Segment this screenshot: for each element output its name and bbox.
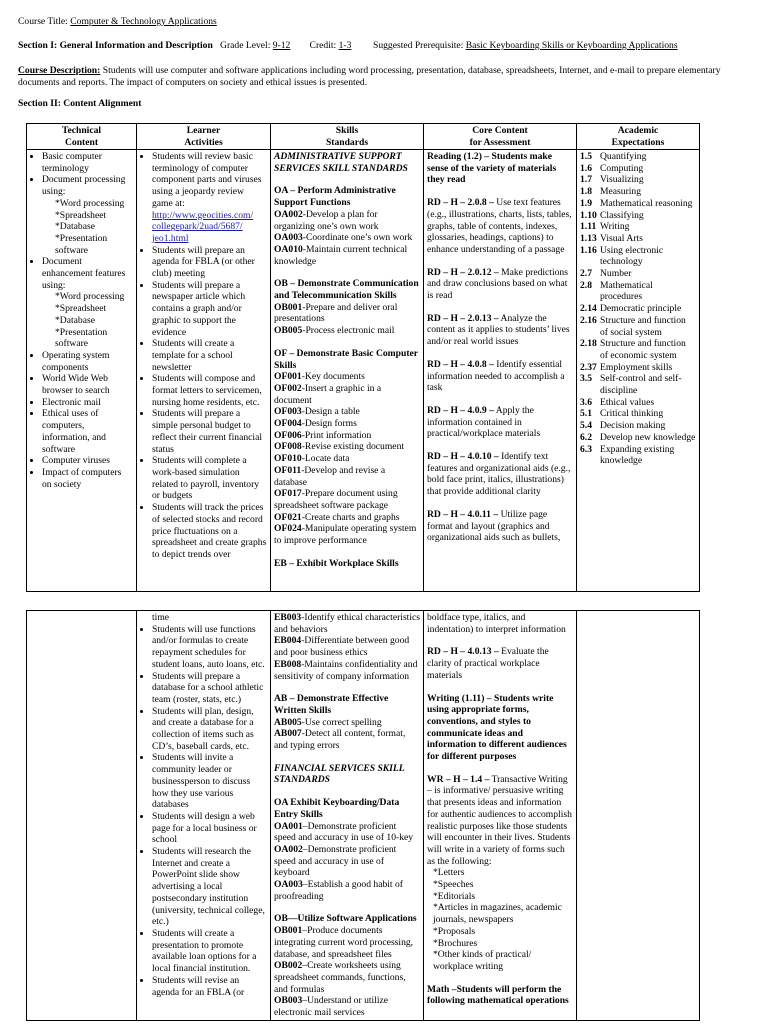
core-code: RD – H – 2.0.13 – [427, 312, 499, 324]
prereq-label: Suggested Prerequisite: [373, 40, 464, 51]
list-item: • World Wide Web browser to search [42, 373, 133, 396]
course-description-label: Course Description: [18, 65, 101, 76]
skill-text: -Develop and revise a database [274, 464, 386, 488]
skill-code: OA003 [274, 879, 303, 891]
list-item: • Students will compose and format letters to servicemen, nursing home residents, etc. [152, 373, 267, 408]
skill-group-heading: EB – Exhibit Workplace Skills [274, 557, 399, 569]
writing-form-item: *Speeches [433, 879, 474, 891]
credit-label: Credit: [309, 40, 337, 51]
list-item: • Basic computer terminology [42, 151, 133, 174]
writing-form-item: *Editorials [433, 890, 476, 902]
core-content-cell [424, 150, 577, 592]
skill-group-heading: OA – Perform Administrative Support Functions [274, 185, 396, 209]
list-item: • Students will plan, design, and create a database for a collection of items such as CD’s, baseball cards, etc. [152, 706, 267, 753]
core-heading: Math –Students will perform the following mathematical operations [427, 983, 569, 1007]
list-item: • Students will prepare a newspaper article which contains a graph and/or graphic to support the evidence [152, 280, 267, 339]
content-alignment-table [26, 123, 700, 592]
skill-text: -Key documents [301, 371, 365, 383]
link-line: collegepark/2uad/5687/ [152, 221, 243, 233]
expectation-text: Decision making [600, 420, 666, 432]
writing-form-item: *Brochures [433, 937, 478, 949]
col-header-line: Learner [186, 125, 221, 136]
expectation-number: 1.6 [580, 162, 592, 174]
core-item [427, 646, 573, 681]
expectation-text: Using electronic technology [600, 244, 664, 268]
academic-expectation-item [580, 174, 696, 186]
continued-text: boldface type, italics, and indentation) to interpret information [427, 612, 566, 635]
col-header-line: Standards [325, 136, 369, 148]
expectation-text: Self-control and self-discipline [600, 373, 682, 397]
expectation-text: Structure and function of social system [600, 314, 686, 338]
academic-expectation-item [580, 245, 696, 268]
list-item: • Ethical uses of computers, information, and software [42, 408, 133, 455]
skill-code: OF002 [274, 382, 302, 394]
expectation-number: 1.9 [580, 197, 592, 209]
core-item [427, 774, 573, 868]
writing-form-item: *Proposals [433, 925, 476, 937]
core-text: Use text features (e.g., illustrations, charts, lists, tables, graphs, table of contents, indexes, glossaries, headings, captions) to enhance understanding of a passage [427, 197, 572, 255]
expectation-number: 2.7 [580, 268, 592, 280]
core-item [427, 405, 573, 440]
col-header-line: Technical [61, 125, 102, 136]
skill-item [274, 383, 420, 406]
skill-code: OA010 [274, 243, 303, 255]
skill-text: –Produce documents integrating current word processing, database, and spreadsheet files [274, 925, 414, 960]
jeopardy-link[interactable] [152, 210, 253, 244]
academic-expectation-item [580, 151, 696, 163]
skill-item [274, 244, 420, 267]
col-header-line: Expectations [611, 136, 665, 148]
academic-expectation-item [580, 315, 696, 338]
expectation-text: Employment skills [600, 361, 673, 373]
skill-item [274, 925, 420, 960]
core-content-cell [424, 611, 577, 1021]
academic-expectations-list [580, 151, 696, 467]
skill-text: -Coordinate one’s own work [302, 232, 413, 244]
core-code: RD – H – 4.0.11 – [427, 508, 499, 520]
skill-item [274, 659, 420, 682]
core-item [427, 509, 573, 544]
skill-code: OA001 [274, 820, 303, 832]
core-heading: Reading (1.2) – Students make sense of the variety of materials they read [427, 151, 557, 186]
skill-code: OB003 [274, 995, 303, 1007]
expectation-number: 1.11 [580, 221, 597, 233]
skill-item [274, 635, 420, 658]
course-description-text: Students will use computer and software applications including word processing, presentation, database, spreadsheets, Internet, and e-mail to prepare elementary documents and reports. The impact of computers on society and ethical issues is presented. [18, 65, 721, 88]
expectation-text: Structure and function of economic system [600, 338, 686, 361]
writing-form-item: *Other kinds of practical/ workplace writing [433, 949, 532, 972]
col-header-technical-content [27, 124, 137, 150]
table-body-row [27, 150, 700, 592]
skill-code: OB001 [274, 925, 303, 937]
col-header-line: Content [64, 136, 99, 148]
list-item: • Students will prepare a simple personal budget to reflect their current financial status [152, 408, 267, 455]
expectation-number: 1.7 [580, 174, 592, 186]
academic-expectation-item [580, 163, 696, 175]
expectation-text: Classifying [600, 209, 644, 221]
table-body-row [27, 611, 700, 1021]
skill-text: -Revise existing document [301, 441, 405, 453]
list-item: • Students will revise an agenda for an FBLA (or [152, 975, 267, 998]
list-item: • Students will prepare a database for a school athletic team (roster, stats, etc.) [152, 671, 267, 706]
skill-item [274, 879, 420, 902]
academic-expectation-item [580, 233, 696, 245]
skill-item [274, 209, 420, 232]
skill-code: EB004 [274, 635, 302, 647]
skill-code: OB002 [274, 960, 303, 972]
core-text: Analyze the content as it applies to students’ lives and/or real world issues [427, 312, 570, 348]
skill-text: -Design a table [301, 406, 360, 418]
expectation-number: 1.13 [580, 232, 597, 244]
expectation-text: Visual Arts [600, 232, 643, 244]
core-heading: Writing (1.11) – Students write using appropriate forms, conventions, and styles to communicate ideas and information to different audiences for different purposes [427, 692, 567, 763]
continued-text: time [152, 612, 170, 623]
skill-item [274, 232, 420, 244]
skill-item [274, 488, 420, 511]
col-header-academic-expectations [577, 124, 700, 150]
standards-heading: ADMINISTRATIVE SUPPORT SERVICES SKILL STANDARDS [274, 151, 408, 174]
expectation-text: Expanding existing knowledge [600, 443, 675, 467]
skill-text: -Prepare document using spreadsheet software package [274, 488, 398, 511]
link-line: jeo1.html [152, 232, 189, 244]
skill-text: -Use correct spelling [301, 716, 382, 728]
expectation-text: Visualizing [600, 174, 644, 186]
sub-item: *Spreadsheet [55, 303, 107, 315]
expectation-number: 2.18 [580, 338, 597, 350]
core-item [427, 359, 573, 394]
academic-expectations-cell [577, 611, 700, 1021]
skill-text: -Prepare and deliver oral presentations [274, 301, 398, 325]
list-item [42, 256, 133, 350]
academic-expectation-item [580, 338, 696, 361]
core-text: Identify text features and organizational aids (e.g., bold face print, italics, illustrations) that provide additional clarity [427, 451, 571, 498]
skill-item [274, 325, 420, 337]
list-item-text: Students will review basic terminology of computer component parts and viruses using a jeopardy review game at: [152, 151, 262, 209]
core-item [427, 197, 573, 256]
expectation-number: 2.16 [580, 314, 597, 326]
skills-standards-cell [271, 611, 424, 1021]
skill-code: OA002 [274, 843, 303, 855]
academic-expectation-item [580, 221, 696, 233]
skill-code: AB007 [274, 728, 302, 740]
skill-item [274, 302, 420, 325]
expectation-text: Mathematical procedures [600, 279, 653, 303]
list-item: • Students will complete a work-based simulation related to payroll, inventory or budgets [152, 455, 267, 502]
skill-text: -Create charts and graphs [301, 511, 400, 523]
section-1-heading: Section I: General Information and Description [18, 40, 213, 51]
academic-expectation-item [580, 198, 696, 210]
technical-content-cell [27, 150, 137, 592]
academic-expectation-item [580, 268, 696, 280]
skill-item [274, 523, 420, 546]
prereq-value: Basic Keyboarding Skills or Keyboarding Applications [465, 40, 678, 51]
core-item [427, 267, 573, 302]
expectation-text: Number [600, 268, 632, 280]
expectation-number: 2.14 [580, 303, 597, 315]
skill-item [274, 465, 420, 488]
table-header-row [27, 124, 700, 150]
core-code: RD – H – 4.0.9 – [427, 404, 494, 416]
skill-code: OB005 [274, 325, 303, 337]
skill-code: OF024 [274, 523, 302, 535]
link-line: http://www.geocities.com/ [152, 209, 254, 221]
skill-group-heading: OB – Demonstrate Communication and Telecommunication Skills [274, 278, 419, 302]
skill-item [274, 844, 420, 879]
expectation-number: 1.10 [580, 209, 597, 221]
expectation-text: Critical thinking [600, 408, 664, 420]
academic-expectation-item [580, 280, 696, 303]
skill-item [274, 960, 420, 995]
sub-item: *Word processing [55, 197, 125, 209]
skill-code: OF001 [274, 371, 302, 383]
learner-activities-list [140, 624, 267, 999]
expectation-text: Computing [600, 162, 644, 174]
academic-expectations-cell [577, 150, 700, 592]
skill-item [274, 430, 420, 442]
skill-group-heading: OF – Demonstrate Basic Computer Skills [274, 347, 418, 371]
list-item: • Students will research the Internet and create a PowerPoint slide show advertising a local postsecondary institution (university, technical college, etc.) [152, 846, 267, 928]
learner-activities-list [140, 151, 267, 561]
content-alignment-table-continued [26, 610, 700, 1021]
sub-item: *Presentation software [55, 326, 108, 350]
expectation-number: 2.37 [580, 361, 597, 373]
core-code: RD – H – 2.0.8 – [427, 197, 494, 209]
skill-text: -Locate data [301, 453, 350, 465]
core-code: RD – H – 2.0.12 – [427, 266, 499, 278]
col-header-line: Activities [184, 136, 223, 148]
learner-activities-cell [137, 150, 271, 592]
skill-code: OF006 [274, 429, 302, 441]
skill-code: OA003 [274, 232, 303, 244]
list-item: • Impact of computers on society [42, 467, 133, 490]
course-title-line [18, 16, 748, 28]
standards-heading: FINANCIAL SERVICES SKILL STANDARDS [274, 762, 405, 786]
expectation-number: 3.6 [580, 396, 592, 408]
list-item [152, 151, 267, 245]
skill-text: -Develop a plan for organizing one’s own work [274, 208, 379, 232]
expectation-number: 1.16 [580, 244, 597, 256]
core-text: Evaluate the clarity of practical workplace materials [427, 646, 549, 681]
col-header-learner-activities [137, 124, 271, 150]
list-item: • Operating system components [42, 350, 133, 373]
core-text: Apply the information contained in practical/workplace materials [427, 404, 541, 440]
skill-group-heading: AB – Demonstrate Effective Written Skills [274, 693, 389, 716]
skill-text: –Demonstrate proficient speed and accuracy in use of keyboard [274, 843, 397, 879]
skill-code: OF021 [274, 511, 302, 523]
col-header-line: Academic [617, 125, 659, 136]
skill-text: -Identify ethical characteristics and behaviors [274, 612, 420, 635]
academic-expectation-item [580, 186, 696, 198]
core-text: Make predictions and draw conclusions based on what is read [427, 266, 568, 302]
skill-text: -Manipulate operating system to improve performance [274, 523, 417, 547]
core-text: Transactive Writing – is informative/ persuasive writing that presents ideas and information for authentic audiences to accomplish realistic purposes like those students will encounter in their lives. Students will write in a variety of forms such as the following: [427, 773, 572, 867]
course-description [18, 65, 748, 88]
expectation-text: Develop new knowledge [600, 431, 696, 443]
col-header-line: Core Content [472, 125, 528, 136]
list-item-text: Document enhancement features using: [42, 256, 126, 291]
learner-activities-cell [137, 611, 271, 1021]
skills-standards-cell [271, 150, 424, 592]
skill-item [274, 406, 420, 418]
core-item [427, 313, 573, 348]
credit-value: 1-3 [338, 40, 352, 51]
skill-item [274, 418, 420, 430]
academic-expectation-item [580, 444, 696, 467]
skill-item [274, 512, 420, 524]
course-title: Computer & Technology Applications [70, 16, 217, 27]
skill-code: EB003 [274, 612, 302, 623]
expectation-number: 2.8 [580, 279, 592, 291]
core-item [427, 451, 573, 498]
list-item: • Electronic mail [42, 397, 133, 409]
expectation-text: Mathematical reasoning [600, 197, 693, 209]
core-text: Utilize page format and layout (graphics and organizational aids such as bullets, [427, 508, 561, 544]
core-code: RD – H – 4.0.8 – [427, 358, 494, 370]
col-header-core-content [424, 124, 577, 150]
writing-form-item: *Letters [433, 867, 465, 879]
skill-text: –Demonstrate proficient speed and accuracy in use of 10-key [274, 820, 414, 844]
skill-code: OF004 [274, 418, 302, 430]
expectation-number: 5.1 [580, 408, 592, 420]
skill-item [274, 453, 420, 465]
academic-expectation-item [580, 373, 696, 396]
skill-text: –Create worksheets using spreadsheet commands, functions, and formulas [274, 960, 406, 995]
core-text: Identify essential information needed to accomplish a task [427, 358, 565, 394]
academic-expectation-item [580, 408, 696, 420]
academic-expectation-item [580, 303, 696, 315]
core-code: RD – H – 4.0.10 – [427, 451, 499, 463]
list-item: • Students will track the prices of selected stocks and record price fluctuations on a spreadsheet and create graphs to depict trends over [152, 502, 267, 561]
academic-expectation-item [580, 432, 696, 444]
technical-content-list [30, 151, 133, 490]
list-item [42, 174, 133, 256]
expectation-text: Writing [600, 221, 630, 233]
list-item: • Computer viruses [42, 455, 133, 467]
list-item: • Students will design a web page for a local business or school [152, 811, 267, 846]
list-item-text: Document processing using: [42, 174, 126, 198]
skill-code: EB008 [274, 658, 302, 670]
core-code: WR – H – 1.4 – [427, 773, 490, 785]
skill-text: -Differentiate between good and poor business ethics [274, 635, 410, 659]
sub-item: *Database [55, 221, 95, 233]
skill-code: OF003 [274, 406, 302, 418]
technical-content-cell [27, 611, 137, 1021]
skill-item [274, 728, 420, 751]
expectation-number: 1.8 [580, 186, 592, 198]
skill-code: OF010 [274, 453, 302, 465]
skill-item [274, 821, 420, 844]
skill-text: -Maintains confidentiality and sensitivity of company information [274, 658, 418, 682]
skill-code: OA002 [274, 208, 303, 220]
writing-form-item: *Articles in magazines, academic journals, newspapers [433, 902, 562, 926]
list-item: • Students will create a template for a school newsletter [152, 338, 267, 373]
sub-item: *Database [55, 314, 95, 326]
skill-item [274, 441, 420, 453]
skill-item [274, 717, 420, 729]
grade-label: Grade Level: [220, 40, 271, 51]
col-header-line: for Assessment [469, 136, 531, 148]
section-2-heading: Section II: Content Alignment [18, 98, 142, 109]
skill-text: -Process electronic mail [302, 325, 395, 337]
skill-item [274, 612, 420, 635]
expectation-number: 6.3 [580, 443, 592, 455]
list-item: • Students will invite a community leader or businessperson to discuss how they use various databases [152, 752, 267, 811]
skill-code: OF008 [274, 441, 302, 453]
skill-text: -Print information [301, 429, 372, 441]
skill-group-heading: OB—Utilize Software Applications [274, 913, 417, 925]
skill-text: -Detect all content, format, and typing errors [274, 728, 406, 752]
academic-expectation-item [580, 362, 696, 374]
section-1-line [18, 40, 748, 52]
skill-group-heading: OA Exhibit Keyboarding/Data Entry Skills [274, 797, 400, 820]
skill-item [274, 371, 420, 383]
skill-text: –Understand or utilize electronic mail services [274, 995, 389, 1019]
academic-expectation-item [580, 397, 696, 409]
expectation-text: Ethical values [600, 396, 655, 408]
skill-text: –Establish a good habit of proofreading [274, 879, 403, 902]
sub-item: *Spreadsheet [55, 209, 107, 221]
expectation-number: 6.2 [580, 431, 592, 443]
sub-item: *Word processing [55, 291, 125, 303]
core-code: RD – H – 4.0.13 – [427, 646, 499, 658]
list-item: • Students will create a presentation to promote available loan options for a local financial institution. [152, 928, 267, 975]
course-title-label: Course Title: [18, 16, 68, 27]
col-header-skills-standards [271, 124, 424, 150]
skill-code: OF011 [274, 464, 302, 476]
list-item: • Students will prepare an agenda for FBLA (or other club) meeting [152, 245, 267, 280]
expectation-text: Quantifying [600, 151, 647, 162]
skill-code: OF017 [274, 488, 302, 500]
skill-text: -Insert a graphic in a document [274, 382, 382, 406]
skill-text: -Design forms [301, 418, 357, 430]
academic-expectation-item [580, 420, 696, 432]
grade-value: 9-12 [272, 40, 291, 51]
col-header-line: Skills [335, 125, 359, 136]
academic-expectation-item [580, 210, 696, 222]
expectation-number: 3.5 [580, 373, 592, 385]
sub-item: *Presentation software [55, 232, 108, 256]
expectation-text: Measuring [600, 186, 642, 198]
skill-code: AB005 [274, 716, 302, 728]
skill-text: -Maintain current technical knowledge [274, 243, 408, 267]
skill-code: OB001 [274, 301, 303, 313]
skill-item [274, 995, 420, 1018]
expectation-text: Democratic principle [600, 303, 682, 315]
list-item: • Students will use functions and/or formulas to create repayment schedules for student loans, auto loans, etc. [152, 624, 267, 671]
expectation-number: 5.4 [580, 420, 592, 432]
expectation-number: 1.5 [580, 151, 592, 162]
